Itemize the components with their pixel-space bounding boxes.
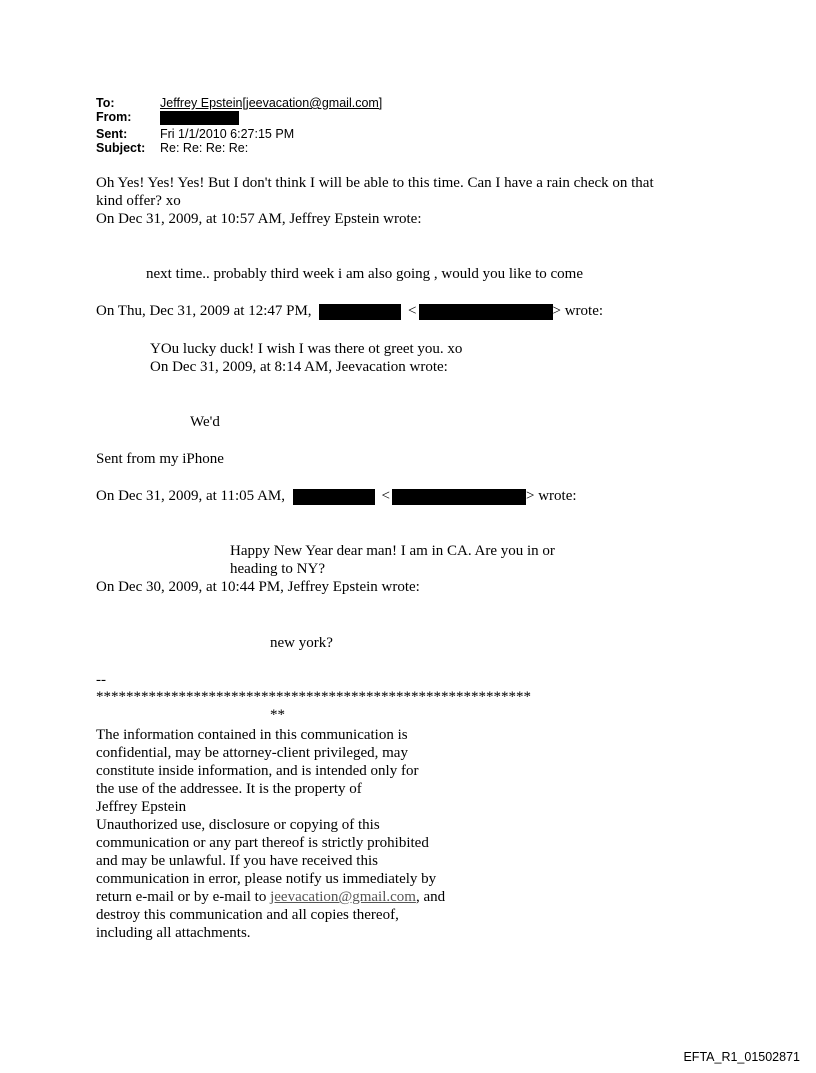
disclaimer-line: including all attachments. [96,925,251,941]
redaction-block [160,111,239,125]
subject-label: Subject: [96,141,146,155]
sent-label: Sent: [96,127,128,141]
disclaimer-line: communication in error, please notify us immediately by [96,871,437,887]
document-id: EFTA_R1_01502871 [683,1050,800,1064]
body-line: heading to NY? [230,561,325,577]
quote-attribution: On Dec 31, 2009, at 8:14 AM, Jeevacation wrote: [150,359,448,375]
redaction-block [392,489,526,505]
body-line: Oh Yes! Yes! Yes! But I don't think I will be able to this time. Can I have a rain check on that [96,175,654,191]
subject-value: Re: Re: Re: Re: [160,141,249,155]
disclaimer-text: return e-mail or by e-mail to [96,889,271,905]
email-link[interactable]: jeevacation@gmail.com [270,889,416,905]
disclaimer-text: , and [415,889,446,905]
attribution-text: On Thu, Dec 31, 2009 at 12:47 PM, [96,303,312,319]
signature-dashes: -- [96,672,106,688]
disclaimer-line: destroy this communication and all copies thereof, [96,907,399,923]
attribution-wrote: > wrote: [525,488,577,504]
disclaimer-line: confidential, may be attorney-client privileged, may [96,745,408,761]
from-label: From: [96,110,132,124]
to-value: Jeffrey Epstein[jeevacation@gmail.com] [160,96,383,110]
disclaimer-line: Jeffrey Epstein [96,799,187,815]
quote-attribution: On Dec 30, 2009, at 10:44 PM, Jeffrey Epstein wrote: [96,579,420,595]
sent-value: Fri 1/1/2010 6:27:15 PM [160,127,295,141]
signature-stars: ** [270,707,285,723]
angle-open: < [381,488,390,504]
attribution-wrote: > wrote: [552,303,604,319]
from-value [160,111,239,125]
body-line: YOu lucky duck! I wish I was there ot greet you. xo [150,341,463,357]
body-line: Sent from my iPhone [96,451,224,467]
body-line: next time.. probably third week i am also going , would you like to come [146,266,583,282]
quote-attribution [96,302,603,320]
angle-open: < [408,303,417,319]
body-line: kind offer? xo [96,193,181,209]
disclaimer-line: and may be unlawful. If you have received this [96,853,378,869]
redaction-block [319,304,401,320]
body-line: We'd [190,414,220,430]
disclaimer-line: constitute inside information, and is intended only for [96,763,419,779]
to-label: To: [96,96,115,110]
quote-attribution: On Dec 31, 2009, at 10:57 AM, Jeffrey Epstein wrote: [96,211,422,227]
disclaimer-line [96,888,445,906]
disclaimer-line: The information contained in this communication is [96,727,408,743]
body-line: Happy New Year dear man! I am in CA. Are you in or [230,543,555,559]
redaction-block [293,489,375,505]
disclaimer-line: the use of the addressee. It is the property of [96,781,362,797]
attribution-text: On Dec 31, 2009, at 11:05 AM, [96,488,286,504]
redaction-block [419,304,553,320]
disclaimer-line: communication or any part thereof is strictly prohibited [96,835,429,851]
body-line: new york? [270,635,333,651]
signature-stars: ********************************************************** [96,689,531,705]
quote-attribution [96,487,577,505]
disclaimer-line: Unauthorized use, disclosure or copying of this [96,817,380,833]
